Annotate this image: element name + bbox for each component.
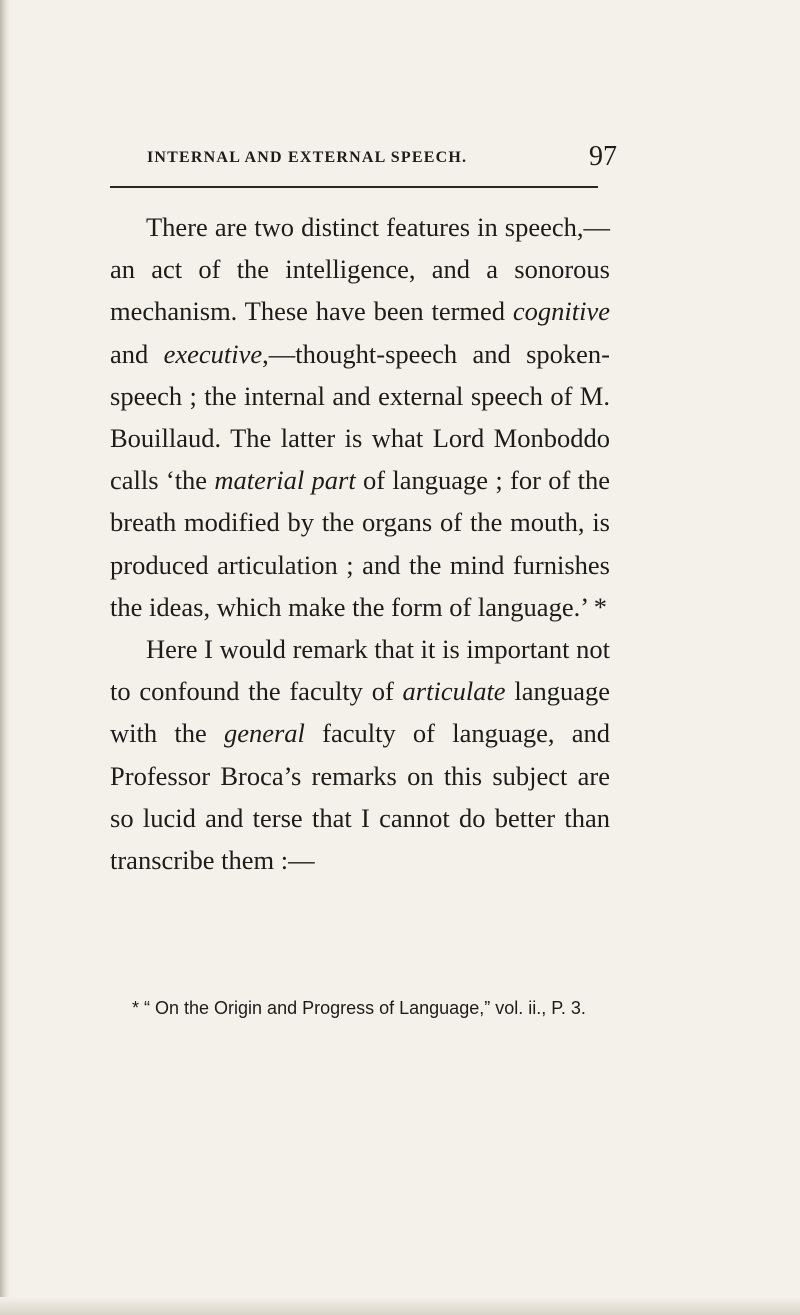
text-run: ,—thought-speech and spoken-speech ; the internal and external speech of M. Bouillaud. The latter is what Lord Monboddo calls ‘the bbox=[110, 338, 611, 496]
italic-run: articulate bbox=[402, 676, 506, 707]
body-text bbox=[110, 206, 610, 881]
text-run: Here I would remark that it is important not to confound the faculty of bbox=[110, 634, 610, 707]
paragraph-2 bbox=[110, 628, 610, 881]
footnote: * “ On the Origin and Progress of Language,” vol. ii., P. 3. bbox=[132, 998, 586, 1018]
text-run: and bbox=[110, 338, 164, 369]
header-rule bbox=[110, 186, 598, 188]
italic-run: material part bbox=[214, 465, 356, 496]
running-head: INTERNAL AND EXTERNAL SPEECH. bbox=[147, 149, 468, 166]
text-run: There are two distinct features in speech,—an act of the intelligence, and a sonorous mechanism. These have been termed bbox=[110, 212, 610, 327]
page-number: 97 bbox=[589, 141, 617, 172]
text-run: of language ; for of the breath modified by the organs of the mouth, is produced articulation ; and the mind furnishes the ideas, which make the form of language.’ * bbox=[110, 465, 610, 622]
page-edge-bottom bbox=[0, 1297, 800, 1315]
italic-run: cognitive bbox=[512, 296, 610, 327]
italic-run: general bbox=[223, 718, 305, 749]
paragraph-1 bbox=[110, 206, 610, 628]
text-run: faculty of language, and Professor Broca’s remarks on this subject are so lucid and terse that I cannot do better than transcribe them :— bbox=[110, 718, 610, 876]
page-edge-left bbox=[0, 0, 10, 1315]
page-header bbox=[147, 141, 627, 187]
italic-run: executive bbox=[163, 338, 263, 369]
text-run: language with the bbox=[110, 676, 610, 749]
